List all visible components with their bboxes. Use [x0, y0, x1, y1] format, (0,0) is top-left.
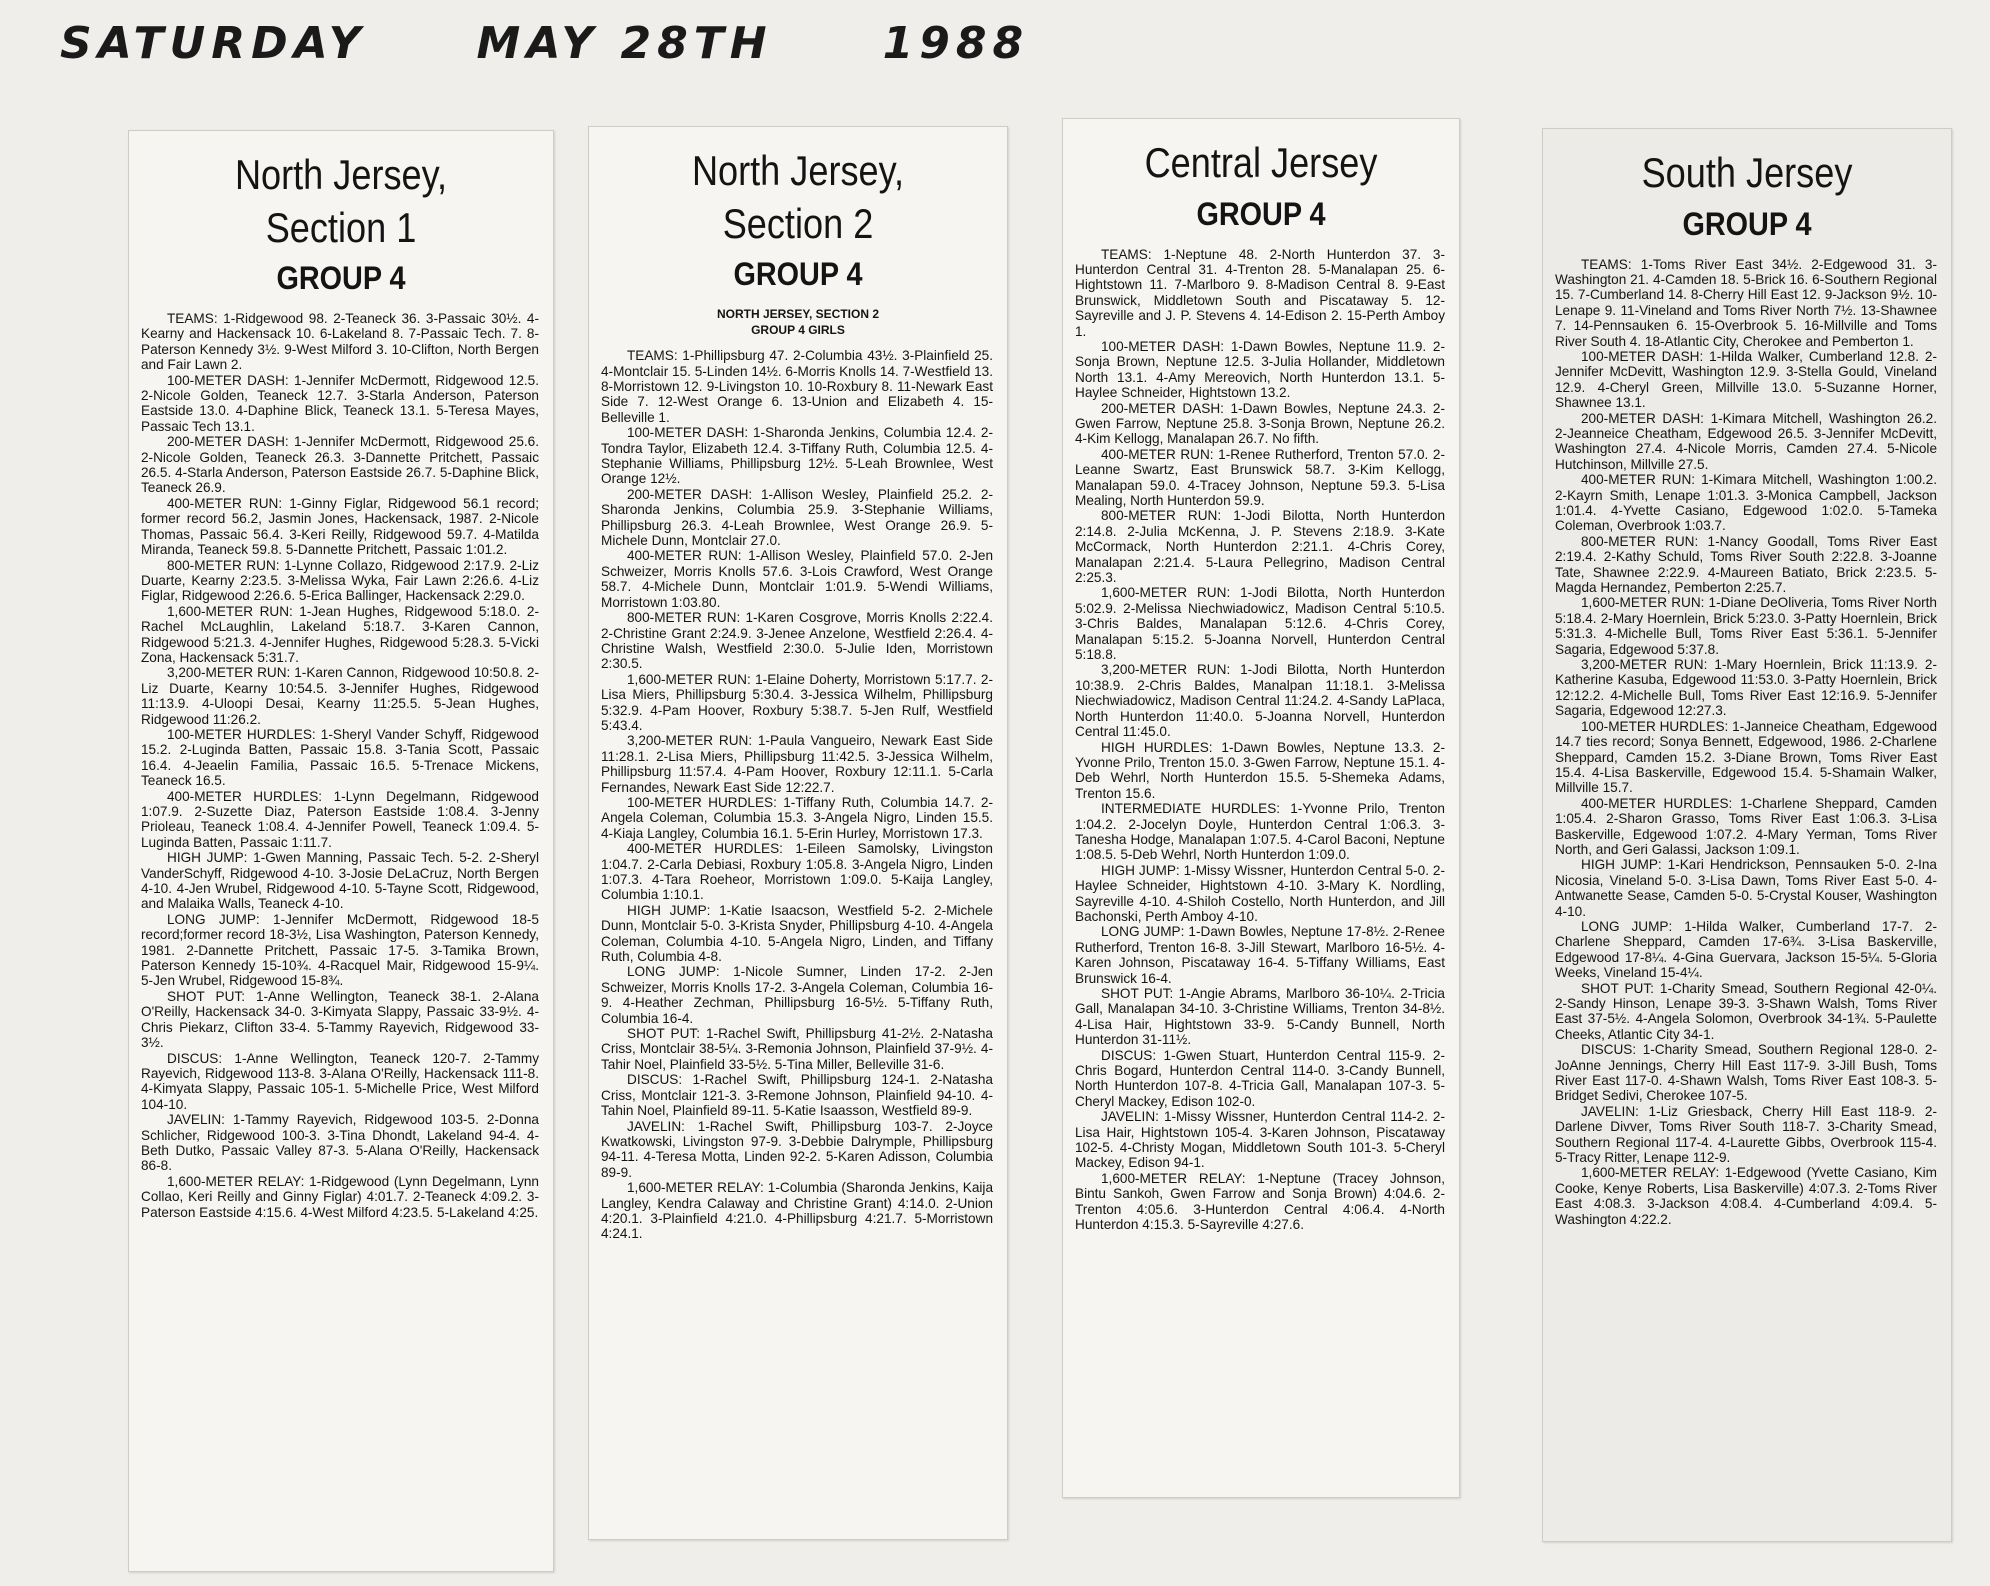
result-paragraph: 100-METER DASH: 1-Hilda Walker, Cumberland 12.8. 2-Jennifer McDevitt, Washington 12.9. 3-Stella Gould, Vineland 12.9. 4-Cheryl Green, Millville 13.0. 5-Suzanne Horner, Shawnee 13.1.	[1555, 348, 1937, 411]
clipping-north-jersey-section-1	[128, 130, 554, 1572]
section-subheading	[589, 307, 1007, 338]
result-paragraph: 1,600-METER RELAY: 1-Columbia (Sharonda Jenkins, Kaija Langley, Kendra Calaway and Christine Grant) 4:14.0. 2-Union 4:20.1. 3-Plainfield 4:21.0. 4-Phillipsburg 4:21.7. 5-Morristown 4:24.1.	[601, 1180, 993, 1242]
result-paragraph: 100-METER HURDLES: 1-Janneice Cheatham, Edgewood 14.7 ties record; Sonya Bennett, Edgewood, 1986. 2-Charlene Sheppard, Camden 15.2. 3-Diane Brown, Toms River East 15.4. 4-Lisa Baskerville, Edgewood 15.4. 5-Shamain Walker, Millville 15.7.	[1555, 718, 1937, 796]
results-text	[1063, 247, 1459, 1233]
clipping-south-jersey	[1542, 128, 1952, 1542]
result-paragraph: SHOT PUT: 1-Rachel Swift, Phillipsburg 41-2½. 2-Natasha Criss, Montclair 38-5¼. 3-Remonia Johnson, Plainfield 37-9½. 4-Tahir Noel, Plainfield 33-5½. 5-Tina Miller, Belleville 31-6.	[601, 1026, 993, 1072]
result-paragraph: INTERMEDIATE HURDLES: 1-Yvonne Prilo, Trenton 1:04.2. 2-Jocelyn Doyle, Hunterdon Central 1:06.3. 3-Tanesha Hodge, Manalapan 1:07.5. 4-Carol Baconi, Neptune 1:08.5. 5-Deb Wehrl, North Hunterdon 1:09.0.	[1075, 801, 1445, 863]
results-text	[129, 311, 553, 1220]
result-paragraph: 200-METER DASH: 1-Kimara Mitchell, Washington 26.2. 2-Jeanneice Cheatham, Edgewood 26.5. 3-Jennifer McDevitt, Washington 27.4. 4-Nicole Morris, Camden 27.4. 5-Nicole Hutchinson, Millville 27.5.	[1555, 410, 1937, 472]
result-paragraph: TEAMS: 1-Toms River East 34½. 2-Edgewood 31. 3-Washington 21. 4-Camden 18. 5-Brick 16. 6-Southern Regional 15. 7-Cumberland 14. 8-Cherry Hill East 12. 9-Jackson 9½. 10-Lenape 9. 11-Vineland and Toms River North 7½. 13-Shawnee 7. 14-Pennsauken 6. 15-Overbrook 5. 16-Millville and Toms River South 4. 18-Atlantic City, Cherokee and Pemberton 1.	[1555, 256, 1937, 349]
result-paragraph: 100-METER DASH: 1-Dawn Bowles, Neptune 11.9. 2-Sonja Brown, Neptune 12.5. 3-Julia Hollander, Middletown North 13.1. 4-Amy Mereovich, North Hunterdon 13.1. 5-Haylee Schneider, Hightstown 13.2.	[1075, 338, 1445, 401]
handwritten-day: SATURDAY	[60, 18, 367, 69]
result-paragraph: JAVELIN: 1-Liz Griesback, Cherry Hill East 118-9. 2-Darlene Divver, Toms River South 118-7. 3-Charity Smead, Southern Regional 117-4. 4-Laurette Gibbs, Overbrook 115-4. 5-Tracy Ritter, Lenape 112-9.	[1555, 1103, 1937, 1166]
result-paragraph: 3,200-METER RUN: 1-Mary Hoernlein, Brick 11:13.9. 2-Katherine Kasuba, Edgewood 11:53.0. 3-Patty Hoernlein, Brick 12:12.2. 4-Michelle Bull, Toms River East 12:16.9. 5-Jennifer Sagaria, Edgewood 12:27.3.	[1555, 657, 1937, 719]
result-paragraph: 800-METER RUN: 1-Karen Cosgrove, Morris Knolls 2:22.4. 2-Christine Grant 2:24.9. 3-Jenee Anzelone, Westfield 2:26.4. 4-Christine Walsh, Westfield 2:30.0. 5-Julie Iden, Morristown 2:30.5.	[601, 610, 993, 672]
result-paragraph: LONG JUMP: 1-Jennifer McDermott, Ridgewood 18-5 record;former record 18-3½, Lisa Washington, Paterson Kennedy, 1981. 2-Dannette Pritchett, Passaic 17-5. 3-Tamika Brown, Paterson Kennedy 15-10¾. 4-Racquel Mair, Ridgewood 15-9¼. 5-Jen Wrubel, Ridgewood 15-8¾.	[141, 911, 539, 989]
result-paragraph: 100-METER HURDLES: 1-Tiffany Ruth, Columbia 14.7. 2-Angela Coleman, Columbia 15.3. 3-Angela Nigro, Linden 15.5. 4-Kiaja Langley, Columbia 16.1. 5-Erin Hurley, Morristown 17.3.	[601, 794, 993, 841]
result-paragraph: 1,600-METER RUN: 1-Jean Hughes, Ridgewood 5:18.0. 2-Rachel McLaughlin, Lakeland 5:18.7. 3-Karen Cannon, Ridgewood 5:21.3. 4-Jennifer Hughes, Ridgewood 5:28.3. 5-Vicki Zona, Hackensack 5:31.7.	[141, 603, 539, 665]
result-paragraph: 400-METER HURDLES: 1-Lynn Degelmann, Ridgewood 1:07.9. 2-Suzette Diaz, Paterson Eastside 1:08.4. 3-Jenny Prioleau, Teaneck 1:08.4. 4-Jennifer Powell, Teaneck 1:09.4. 5-Luginda Batten, Passaic 1:11.7.	[141, 788, 539, 850]
column-title-line-1: Central Jersey	[1144, 139, 1378, 186]
result-paragraph: LONG JUMP: 1-Dawn Bowles, Neptune 17-8½. 2-Renee Rutherford, Trenton 16-8. 3-Jill Stewart, Marlboro 16-5½. 4-Karen Johnson, Piscataway 16-4. 5-Tiffany Williams, East Brunswick 16-4.	[1075, 924, 1445, 986]
result-paragraph: TEAMS: 1-Neptune 48. 2-North Hunterdon 37. 3-Hunterdon Central 31. 4-Trenton 28. 5-Manalapan 25. 6-Hightstown 11. 7-Marlboro 9. 8-Madison Central 8. 9-East Brunswick, Middletown South and Piscataway 5. 12-Sayreville and J. P. Stevens 4. 14-Edison 2. 15-Perth Amboy 1.	[1075, 246, 1445, 339]
result-paragraph: 200-METER DASH: 1-Jennifer McDermott, Ridgewood 25.6. 2-Nicole Golden, Teaneck 26.3. 3-Dannette Pritchett, Passaic 26.5. 4-Starla Anderson, Paterson Eastside 26.7. 5-Daphine Blick, Teaneck 26.9.	[141, 434, 539, 496]
result-paragraph: 3,200-METER RUN: 1-Paula Vangueiro, Newark East Side 11:28.1. 2-Lisa Miers, Phillipsburg 11:42.5. 3-Jessica Wilhelm, Phillipsburg 11:57.4. 4-Pam Hoover, Roxbury 12:11.1. 5-Carla Fernandes, Newark East Side 12:22.7.	[601, 733, 993, 795]
result-paragraph: HIGH JUMP: 1-Missy Wissner, Hunterdon Central 5-0. 2-Haylee Schneider, Hightstown 4-10. 3-Mary K. Nordling, Sayreville 4-10. 4-Shiloh Costello, North Hunterdon, and Jill Bachonski, Perth Amboy 4-10.	[1075, 862, 1445, 924]
result-paragraph: LONG JUMP: 1-Nicole Sumner, Linden 17-2. 2-Jen Schweizer, Morris Knolls 17-2. 3-Angela Coleman, Columbia 16-9. 4-Heather Zechman, Phillipsburg 16-5½. 5-Tiffany Ruth, Columbia 16-4.	[601, 964, 993, 1026]
results-text	[589, 348, 1007, 1242]
result-paragraph: 400-METER RUN: 1-Renee Rutherford, Trenton 57.0. 2-Leanne Swartz, East Brunswick 58.7. 3-Kim Kellogg, Manalapan 59.0. 4-Tracey Johnson, Neptune 59.3. 5-Lisa Mealing, North Hunterdon 59.9.	[1075, 446, 1445, 508]
result-paragraph: TEAMS: 1-Phillipsburg 47. 2-Columbia 43½. 3-Plainfield 25. 4-Montclair 15. 5-Linden 14½. 6-Morris Knolls 14. 7-Westfield 13. 8-Morristown 12. 9-Livingston 10. 10-Roxbury 8. 11-Newark East Side 7. 12-West Orange 6. 13-Union and Elizabeth 4. 15-Belleville 1.	[601, 348, 993, 425]
result-paragraph: 1,600-METER RELAY: 1-Edgewood (Yvette Casiano, Kim Cooke, Kenye Roberts, Lisa Baskerville) 4:07.3. 2-Toms River East 4:08.3. 3-Jackson 4:08.4. 4-Cumberland 4:09.4. 5-Washington 4:22.2.	[1555, 1165, 1937, 1227]
result-paragraph: 1,600-METER RELAY: 1-Neptune (Tracey Johnson, Bintu Sankoh, Gwen Farrow and Sonja Brown) 4:04.6. 2-Trenton 4:05.6. 3-Hunterdon Central 4:06.4. 4-North Hunterdon 4:15.3. 5-Sayreville 4:27.6.	[1075, 1170, 1445, 1233]
result-paragraph: 1,600-METER RUN: 1-Diane DeOliveria, Toms River North 5:18.4. 2-Mary Hoernlein, Brick 5:23.0. 3-Patty Hoernlein, Brick 5:31.3. 4-Michelle Bull, Toms River East 5:36.1. 5-Jennifer Sagaria, Edgewood 5:37.8.	[1555, 595, 1937, 657]
result-paragraph: 400-METER RUN: 1-Allison Wesley, Plainfield 57.0. 2-Jen Schweizer, Morris Knolls 57.6. 3-Lois Crawford, West Orange 58.7. 4-Michele Dunn, Montclair 1:01.9. 5-Wendi Williams, Morristown 1:03.80.	[601, 548, 993, 610]
result-paragraph: HIGH JUMP: 1-Gwen Manning, Passaic Tech. 5-2. 2-Sheryl VanderSchyff, Ridgewood 4-10. 3-Josie DeLaCruz, North Bergen 4-10. 4-Jen Wrubel, Ridgewood 4-10. 5-Tayne Scott, Ridgewood, and Malaika Walls, Teaneck 4-10.	[141, 850, 539, 912]
result-paragraph: 100-METER DASH: 1-Sharonda Jenkins, Columbia 12.4. 2-Tondra Taylor, Elizabeth 12.4. 3-Tiffany Ruth, Columbia 12.5. 4-Stephanie Williams, Phillipsburg 12½. 5-Leah Brownlee, West Orange 12½.	[601, 425, 993, 487]
result-paragraph: 400-METER RUN: 1-Kimara Mitchell, Washington 1:00.2. 2-Kayrn Smith, Lenape 1:01.3. 3-Monica Campbell, Jackson 1:01.4. 4-Yvette Casiano, Edgewood 1:02.0. 5-Tameka Coleman, Overbrook 1:03.7.	[1555, 472, 1937, 534]
result-paragraph: JAVELIN: 1-Missy Wissner, Hunterdon Central 114-2. 2-Lisa Hair, Hightstown 105-4. 3-Karen Johnson, Piscataway 102-5. 4-Christy Mogan, Middletown South 101-3. 5-Cheryl Mackey, Edison 94-1.	[1075, 1109, 1445, 1171]
result-paragraph: 100-METER DASH: 1-Jennifer McDermott, Ridgewood 12.5. 2-Nicole Golden, Teaneck 12.7. 3-Starla Anderson, Paterson Eastside 13.0. 4-Daphine Blick, Teaneck 13.1. 5-Teresa Mayes, Passaic Tech 13.1.	[141, 372, 539, 434]
result-paragraph: SHOT PUT: 1-Charity Smead, Southern Regional 42-0¼. 2-Sandy Hinson, Lenape 39-3. 3-Shawn Walsh, Toms River East 37-5½. 4-Angela Solomon, Overbrook 34-1¾. 5-Paulette Cheeks, Atlantic City 34-1.	[1555, 980, 1937, 1042]
result-paragraph: TEAMS: 1-Ridgewood 98. 2-Teaneck 36. 3-Passaic 30½. 4-Kearny and Hackensack 10. 6-Lakeland 8. 7-Passaic Tech. 7. 8-Paterson Kennedy 3½. 9-West Milford 3. 10-Clifton, North Bergen and Fair Lawn 2.	[141, 311, 539, 373]
result-paragraph: DISCUS: 1-Anne Wellington, Teaneck 120-7. 2-Tammy Rayevich, Ridgewood 113-8. 3-Alana O'Reilly, Hackensack 111-8. 4-Kimyata Slappy, Passaic 105-1. 5-Michelle Price, West Milford 104-10.	[141, 1050, 539, 1112]
result-paragraph: SHOT PUT: 1-Anne Wellington, Teaneck 38-1. 2-Alana O'Reilly, Hackensack 34-0. 3-Kimyata Slappy, Passaic 33-9½. 4-Chris Piekarz, Clifton 33-4. 5-Tammy Rayevich, Ridgewood 33-3½.	[141, 988, 539, 1051]
result-paragraph: 1,600-METER RELAY: 1-Ridgewood (Lynn Degelmann, Lynn Collao, Keri Reilly and Ginny Figlar) 4:01.7. 2-Teaneck 4:09.2. 3-Paterson Eastside 4:15.6. 4-West Milford 4:23.5. 5-Lakeland 4:25.	[141, 1173, 539, 1220]
result-paragraph: DISCUS: 1-Rachel Swift, Phillipsburg 124-1. 2-Natasha Criss, Montclair 121-3. 3-Remone Johnson, Plainfield 94-10. 4-Tahin Noel, Plainfield 89-11. 5-Katie Isaasson, Westfield 89-9.	[601, 1072, 993, 1119]
result-paragraph: 800-METER RUN: 1-Lynne Collazo, Ridgewood 2:17.9. 2-Liz Duarte, Kearny 2:23.5. 3-Melissa Wyka, Fair Lawn 2:26.6. 4-Liz Figlar, Ridgewood 2:26.6. 5-Erica Ballinger, Hackensack 2:29.0.	[141, 557, 539, 604]
column-title-line-1: North Jersey,	[691, 147, 905, 194]
result-paragraph: 100-METER HURDLES: 1-Sheryl Vander Schyff, Ridgewood 15.2. 2-Luginda Batten, Passaic 15.8. 3-Tania Scott, Passaic 16.4. 4-Jeaelin Familia, Passaic 16.5. 5-Trenace Mickens, Teaneck 16.5.	[141, 726, 539, 789]
column-title	[159, 149, 524, 254]
result-paragraph: SHOT PUT: 1-Angie Abrams, Marlboro 36-10¼. 2-Tricia Gall, Manalapan 34-10. 3-Christine Williams, Trenton 34-8½. 4-Lisa Hair, Hightstown 33-9. 5-Candy Bunnell, North Hunterdon 31-11½.	[1075, 986, 1445, 1048]
column-title-line-1: North Jersey,	[234, 151, 448, 198]
result-paragraph: 400-METER RUN: 1-Ginny Figlar, Ridgewood 56.1 record; former record 56.2, Jasmin Jones, Hackensack, 1987. 2-Nicole Thomas, Passaic 56.4. 3-Keri Reilly, Ridgewood 59.7. 4-Matilda Miranda, Teaneck 59.8. 5-Dannette Pritchett, Passaic 1:01.2.	[141, 495, 539, 558]
column-title-line-2: Section 1	[265, 203, 417, 251]
result-paragraph: 1,600-METER RUN: 1-Elaine Doherty, Morristown 5:17.7. 2-Lisa Miers, Phillipsburg 5:30.4. 3-Jessica Wilhelm, Phillipsburg 5:32.9. 4-Pam Hoover, Roxbury 5:38.7. 5-Jen Rulf, Westfield 5:43.4.	[601, 671, 993, 733]
group-heading: GROUP 4	[1682, 205, 1812, 242]
result-paragraph: 800-METER RUN: 1-Nancy Goodall, Toms River East 2:19.4. 2-Kathy Schuld, Toms River South 2:22.8. 3-Joanne Tate, Shawnee 2:22.9. 4-Maureen Batiato, Brick 2:23.5. 5-Magda Hernandez, Pemberton 2:25.7.	[1555, 533, 1937, 596]
clipping-north-jersey-section-2	[588, 126, 1008, 1540]
result-paragraph: HIGH HURDLES: 1-Dawn Bowles, Neptune 13.3. 2-Yvonne Prilo, Trenton 15.0. 3-Gwen Farrow, Neptune 15.1. 4-Deb Wehrl, North Hunterdon 15.5. 5-Shemeka Adams, Trenton 15.6.	[1075, 739, 1445, 801]
column-title-line-2: Section 2	[722, 199, 874, 247]
column-title	[1572, 147, 1923, 200]
result-paragraph: DISCUS: 1-Gwen Stuart, Hunterdon Central 115-9. 2-Chris Bogard, Hunterdon Central 114-0. 3-Candy Bunnell, North Hunterdon 107-8. 4-Tricia Gall, Manalapan 107-3. 5-Cheryl Mackey, Edison 102-0.	[1075, 1047, 1445, 1109]
result-paragraph: LONG JUMP: 1-Hilda Walker, Cumberland 17-7. 2-Charlene Sheppard, Camden 17-6¾. 3-Lisa Baskerville, Edgewood 17-8¼. 4-Gina Guervara, Jackson 15-5¼. 5-Gloria Weeks, Vineland 15-4¼.	[1555, 918, 1937, 981]
group-heading: GROUP 4	[276, 260, 406, 296]
result-paragraph: 3,200-METER RUN: 1-Jodi Bilotta, North Hunterdon 10:38.9. 2-Chris Baldes, Manalpan 11:18.1. 3-Melissa Niechwiadowicz, Madison Central 11:24.2. 4-Sandy LaPlaca, North Hunterdon 11:40.0. 5-Joanna Norvell, Hunterdon Central 11:45.0.	[1075, 662, 1445, 740]
result-paragraph: DISCUS: 1-Charity Smead, Southern Regional 128-0. 2-JoAnne Jennings, Cherry Hill East 117-9. 3-Jill Bush, Toms River East 117-0. 4-Shawn Walsh, Toms River East 108-3. 5-Bridget Sedivi, Cherokee 107-5.	[1555, 1042, 1937, 1104]
handwritten-date: MAY 28TH	[476, 18, 773, 69]
column-title	[1091, 137, 1432, 190]
result-paragraph: HIGH JUMP: 1-Kari Hendrickson, Pennsauken 5-0. 2-Ina Nicosia, Vineland 5-0. 3-Lisa Dawn, Toms River East 5-0. 4-Antwanette Sease, Camden 5-0. 5-Crystal Kouser, Washington 4-10.	[1555, 857, 1937, 919]
result-paragraph: JAVELIN: 1-Rachel Swift, Phillipsburg 103-7. 2-Joyce Kwatkowski, Livingston 97-9. 3-Debbie Dalrymple, Phillipsburg 94-11. 4-Teresa Motta, Linden 92-2. 5-Karen Adisson, Columbia 89-9.	[601, 1118, 993, 1180]
result-paragraph: 400-METER HURDLES: 1-Eileen Samolsky, Livingston 1:04.7. 2-Carla Debiasi, Roxbury 1:05.8. 3-Angela Nigro, Linden 1:07.3. 4-Tara Roeheor, Morristown 1:09.0. 5-Kaija Langley, Columbia 1:10.1.	[601, 841, 993, 903]
subheading-line-2: GROUP 4 GIRLS	[751, 322, 845, 337]
handwritten-date-header	[60, 18, 1139, 69]
handwritten-year: 1988	[882, 18, 1030, 69]
result-paragraph: HIGH JUMP: 1-Katie Isaacson, Westfield 5-2. 2-Michele Dunn, Montclair 5-0. 3-Krista Snyder, Phillipsburg 4-10. 4-Angela Coleman, Columbia 4-10. 5-Angela Nigro, Linden, and Tiffany Ruth, Columbia 4-8.	[601, 902, 993, 965]
group-heading: GROUP 4	[1196, 195, 1326, 232]
clipping-central-jersey	[1062, 118, 1460, 1498]
subheading-line-1: NORTH JERSEY, SECTION 2	[716, 307, 880, 321]
column-title	[618, 145, 977, 250]
group-heading: GROUP 4	[733, 256, 863, 292]
result-paragraph: 1,600-METER RUN: 1-Jodi Bilotta, North Hunterdon 5:02.9. 2-Melissa Niechwiadowicz, Madison Central 5:10.5. 3-Chris Baldes, Manalapan 5:12.6. 4-Chris Corey, Manalapan 5:15.2. 5-Joanna Norvell, Hunterdon Central 5:18.8.	[1075, 585, 1445, 663]
result-paragraph: 400-METER HURDLES: 1-Charlene Sheppard, Camden 1:05.4. 2-Sharon Grasso, Toms River East 1:06.3. 3-Lisa Baskerville, Edgewood 1:07.2. 4-Mary Yerman, Toms River North, and Geri Galassi, Jackson 1:09.1.	[1555, 795, 1937, 857]
result-paragraph: JAVELIN: 1-Tammy Rayevich, Ridgewood 103-5. 2-Donna Schlicher, Ridgewood 100-3. 3-Tina Dhondt, Lakeland 94-4. 4-Beth Dutko, Passaic Valley 87-3. 5-Alana O'Reilly, Hackensack 86-8.	[141, 1112, 539, 1174]
result-paragraph: 200-METER DASH: 1-Dawn Bowles, Neptune 24.3. 2-Gwen Farrow, Neptune 25.8. 3-Sonja Brown, Neptune 26.2. 4-Kim Kellogg, Manalapan 26.7. No fifth.	[1075, 400, 1445, 447]
result-paragraph: 3,200-METER RUN: 1-Karen Cannon, Ridgewood 10:50.8. 2-Liz Duarte, Kearny 10:54.5. 3-Jennifer Hughes, Ridgewood 11:13.9. 4-Uloopi Desai, Kearny 11:25.5. 5-Jean Hughes, Ridgewood 11:26.2.	[141, 665, 539, 727]
result-paragraph: 800-METER RUN: 1-Jodi Bilotta, North Hunterdon 2:14.8. 2-Julia McKenna, J. P. Stevens 2:18.9. 3-Kate McCormack, North Hunterdon 2:21.1. 4-Chris Corey, Manalapan 2:21.4. 5-Laura Pellegrino, Madison Central 2:25.3.	[1075, 508, 1445, 586]
column-title-line-1: South Jersey	[1641, 149, 1853, 196]
results-text	[1543, 257, 1951, 1228]
result-paragraph: 200-METER DASH: 1-Allison Wesley, Plainfield 25.2. 2-Sharonda Jenkins, Columbia 25.9. 3-Stephanie Williams, Phillipsburg 26.3. 4-Leah Brownlee, West Orange 26.9. 5-Michele Dunn, Montclair 27.0.	[601, 486, 993, 549]
